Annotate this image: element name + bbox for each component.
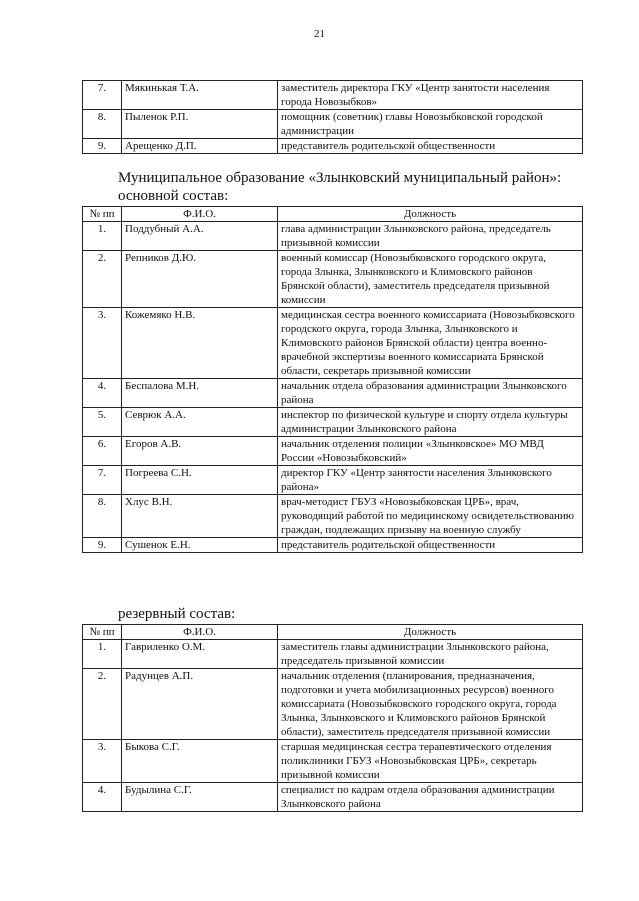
member-name: Радунцев А.П. — [122, 669, 278, 740]
member-position: начальник отдела образования администрации Злынковского района — [278, 379, 583, 408]
table-row — [83, 640, 583, 669]
table-row — [83, 139, 583, 154]
member-name: Хлус В.Н. — [122, 495, 278, 538]
table-row — [83, 408, 583, 437]
members-table-continued — [82, 80, 583, 154]
table-row — [83, 379, 583, 408]
table-row — [83, 669, 583, 740]
member-name: Беспалова М.Н. — [122, 379, 278, 408]
table-row — [83, 222, 583, 251]
member-position: представитель родительской общественности — [278, 139, 583, 154]
member-name: Будылина С.Г. — [122, 783, 278, 812]
row-number: 5. — [83, 408, 122, 437]
member-position: старшая медицинская сестра терапевтического отделения поликлиники ГБУЗ «Новозыбковская ЦРБ», секретарь призывной комиссии — [278, 740, 583, 783]
member-position: медицинская сестра военного комиссариата (Новозыбковского городского округа, города Злынка, Злынковского и Климовского районов Брянской области) центра военно-врачебной экспертизы военного комиссариата Брянской области, секретарь призывной комиссии — [278, 308, 583, 379]
member-name: Егоров А.В. — [122, 437, 278, 466]
member-position: начальник отделения полиции «Злынковское» МО МВД России «Новозыбковский» — [278, 437, 583, 466]
page-number: 21 — [314, 28, 325, 40]
table-row — [83, 466, 583, 495]
row-number: 3. — [83, 740, 122, 783]
row-number: 8. — [83, 110, 122, 139]
member-position: заместитель директора ГКУ «Центр занятости населения города Новозыбков» — [278, 81, 583, 110]
member-name: Поддубный А.А. — [122, 222, 278, 251]
member-name: Гавриленко О.М. — [122, 640, 278, 669]
row-number: 2. — [83, 669, 122, 740]
member-position: специалист по кадрам отдела образования администрации Злынковского района — [278, 783, 583, 812]
row-number: 9. — [83, 139, 122, 154]
table-row — [83, 308, 583, 379]
table-row — [83, 437, 583, 466]
row-number: 7. — [83, 81, 122, 110]
table-row — [83, 110, 583, 139]
column-header-name: Ф.И.О. — [122, 207, 278, 222]
member-position: директор ГКУ «Центр занятости населения Злынковского района» — [278, 466, 583, 495]
reserve-composition-table — [82, 624, 583, 812]
row-number: 1. — [83, 222, 122, 251]
row-number: 6. — [83, 437, 122, 466]
member-position: военный комиссар (Новозыбковского городского округа, города Злынка, Злынковского и Климовского районов Брянской области), заместитель председателя призывной комиссии — [278, 251, 583, 308]
member-position: представитель родительской общественности — [278, 538, 583, 553]
member-position: помощник (советник) главы Новозыбковской городской администрации — [278, 110, 583, 139]
reserve-composition-heading: резервный состав: — [118, 606, 236, 622]
row-number: 3. — [83, 308, 122, 379]
member-name: Погреева С.Н. — [122, 466, 278, 495]
table-row — [83, 81, 583, 110]
table-row — [83, 251, 583, 308]
member-name: Пыленок Р.П. — [122, 110, 278, 139]
member-position: глава администрации Злынковского района, председатель призывной комиссии — [278, 222, 583, 251]
member-name: Мякинькая Т.А. — [122, 81, 278, 110]
table-row — [83, 783, 583, 812]
member-position: инспектор по физической культуре и спорту отдела культуры администрации Злынковского района — [278, 408, 583, 437]
member-name: Быкова С.Г. — [122, 740, 278, 783]
table-header-row — [83, 625, 583, 640]
member-name: Арещенко Д.П. — [122, 139, 278, 154]
column-header-name: Ф.И.О. — [122, 625, 278, 640]
row-number: 7. — [83, 466, 122, 495]
main-composition-heading: основной состав: — [118, 188, 229, 204]
table-row — [83, 538, 583, 553]
member-position: врач-методист ГБУЗ «Новозыбковская ЦРБ», врач, руководящий работой по медицинскому освидетельствованию граждан, подлежащих призыву на военную службу — [278, 495, 583, 538]
member-position: начальник отделения (планирования, предназначения, подготовки и учета мобилизационных ресурсов) военного комиссариата (Новозыбковского городского округа, города Злынка, Злынковского и Климовского районов Брянской области), заместитель председателя призывной комиссии — [278, 669, 583, 740]
member-name: Сушенок Е.Н. — [122, 538, 278, 553]
column-header-number: № пп — [83, 207, 122, 222]
table-row — [83, 740, 583, 783]
row-number: 4. — [83, 783, 122, 812]
table-row — [83, 495, 583, 538]
table-header-row — [83, 207, 583, 222]
column-header-position: Должность — [278, 625, 583, 640]
column-header-position: Должность — [278, 207, 583, 222]
member-name: Севрюк А.А. — [122, 408, 278, 437]
member-name: Кожемяко Н.В. — [122, 308, 278, 379]
municipality-heading: Муниципальное образование «Злынковский муниципальный район»: — [118, 170, 562, 186]
row-number: 9. — [83, 538, 122, 553]
member-position: заместитель главы администрации Злынковского района, председатель призывной комиссии — [278, 640, 583, 669]
member-name: Репников Д.Ю. — [122, 251, 278, 308]
row-number: 2. — [83, 251, 122, 308]
main-composition-table — [82, 206, 583, 553]
row-number: 4. — [83, 379, 122, 408]
row-number: 8. — [83, 495, 122, 538]
column-header-number: № пп — [83, 625, 122, 640]
row-number: 1. — [83, 640, 122, 669]
